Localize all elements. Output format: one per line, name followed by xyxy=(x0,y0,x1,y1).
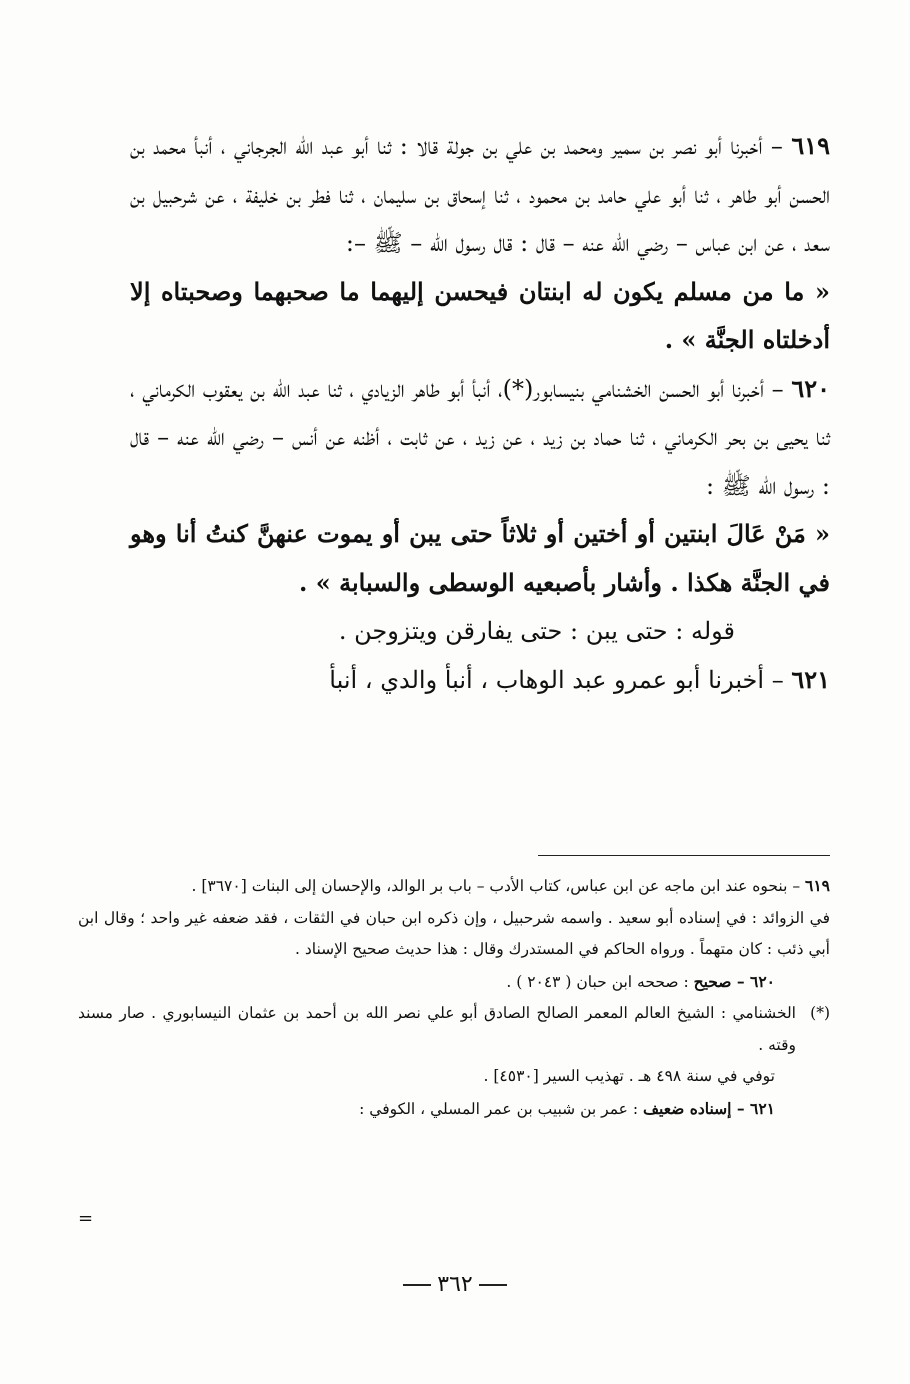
isnad-619: – أخبرنا أبو نصر بن سمير ومحمد بن علي بن جولة قالا : ثنا أبو عبد الله الجرجاني ، أنبأ محمد بن الحسن أبو طاهر ، ثنا أبو علي حامد بن محمود ، ثنا إسحاق بن سليمان ، ثنا فطر بن خليفة ، عن شرحبيل بن سعد ، عن ابن عباس – رضي الله عنه – قال : قال رسول الله – ﷺ –: xyxy=(130,132,830,257)
page-number-dash-left xyxy=(403,1284,431,1286)
page-number-dash-right xyxy=(479,1284,507,1286)
footnote-620 xyxy=(78,966,830,999)
isnad-621: – أخبرنا أبو عمرو عبد الوهاب ، أنبأ والدي ، أنبأ xyxy=(329,665,792,694)
page-number-footer xyxy=(0,1272,910,1297)
footnote-star-death: توفي في سنة ٤٩٨ هـ . تهذيب السير [٤٥٣٠] . xyxy=(483,1067,775,1085)
footnote-620-text: : صححه ابن حبان ( ٢٠٤٣ ) . xyxy=(506,972,694,991)
footnote-621-text: : عمر بن شبيب بن عمر المسلي ، الكوفي : xyxy=(359,1099,643,1118)
footnote-star-text: الخشنامي : الشيخ العالم المعمر الصالح الصادق أبو علي نصر الله بن أحمد بن عثمان النيسابوري . صار مسند وقته . xyxy=(78,1004,796,1054)
footnote-number-619: ٦١٩ xyxy=(805,876,830,895)
footnote-star xyxy=(78,998,830,1061)
paragraph-620 xyxy=(130,365,830,511)
page-number: ٣٦٢ xyxy=(437,1272,473,1297)
main-text xyxy=(130,122,830,704)
paragraph-621 xyxy=(130,656,830,705)
hadith-number-619: ٦١٩ xyxy=(791,131,830,160)
paragraph-619 xyxy=(130,122,830,268)
continuation-mark: = xyxy=(78,1208,94,1229)
hadith-number-621: ٦٢١ xyxy=(791,664,830,694)
footnote-star-mark: (*) xyxy=(810,1004,830,1022)
isnad-620: – أخبرنا أبو الحسن الخشنامي بنيسابور(*)، أنبأ أبو طاهر الزيادي ، ثنا عبد الله بن يعقوب الكرماني ، ثنا يحيى بن بحر الكرماني ، ثنا حماد بن زيد ، عن زيد ، عن ثابت ، أظنه عن أنس – رضي الله عنه – قال : رسول الله ﷺ : xyxy=(130,374,830,500)
footnote-621 xyxy=(78,1093,830,1126)
footnote-619 xyxy=(78,870,830,903)
footnote-number-621: ٦٢١ – إسناده ضعيف xyxy=(642,1098,775,1118)
footnote-619-zawaid: في الزوائد : في إسناده أبو سعيد . واسمه شرحبيل ، وإن ذكره ابن حبان في الثقات ، فقد ضعفه غير واحد ؛ وقال ابن أبي ذئب : كان متهماً . ورواه الحاكم في المستدرك وقال : هذا حديث صحيح الإسناد . xyxy=(78,908,830,958)
hadith-number-620: ٦٢٠ xyxy=(791,373,831,403)
explanation-620: قوله : حتى يبن : حتى يفارقن ويتزوجن . xyxy=(338,617,735,645)
footnotes xyxy=(78,870,830,1125)
footnote-separator xyxy=(538,855,830,856)
hadith-text-620: « مَنْ عَالَ ابنتين أو أختين أو ثلاثاً حتى يبن أو يموت عنهنَّ كنتُ أنا وهو في الجنَّة هكذا . وأشار بأصبعيه الوسطى والسبابة » . xyxy=(130,519,830,597)
hadith-text-619: « ما من مسلم يكون له ابنتان فيحسن إليهما ما صحبهما وصحبتاه إلا أدخلتاه الجنَّة » . xyxy=(130,276,830,354)
footnote-619-text: – بنحوه عند ابن ماجه عن ابن عباس، كتاب الأدب – باب بر الوالد، والإحسان إلى البنات [٣٦٧٠] . xyxy=(191,877,806,895)
footnote-number-620: ٦٢٠ – صحيح xyxy=(693,971,775,991)
